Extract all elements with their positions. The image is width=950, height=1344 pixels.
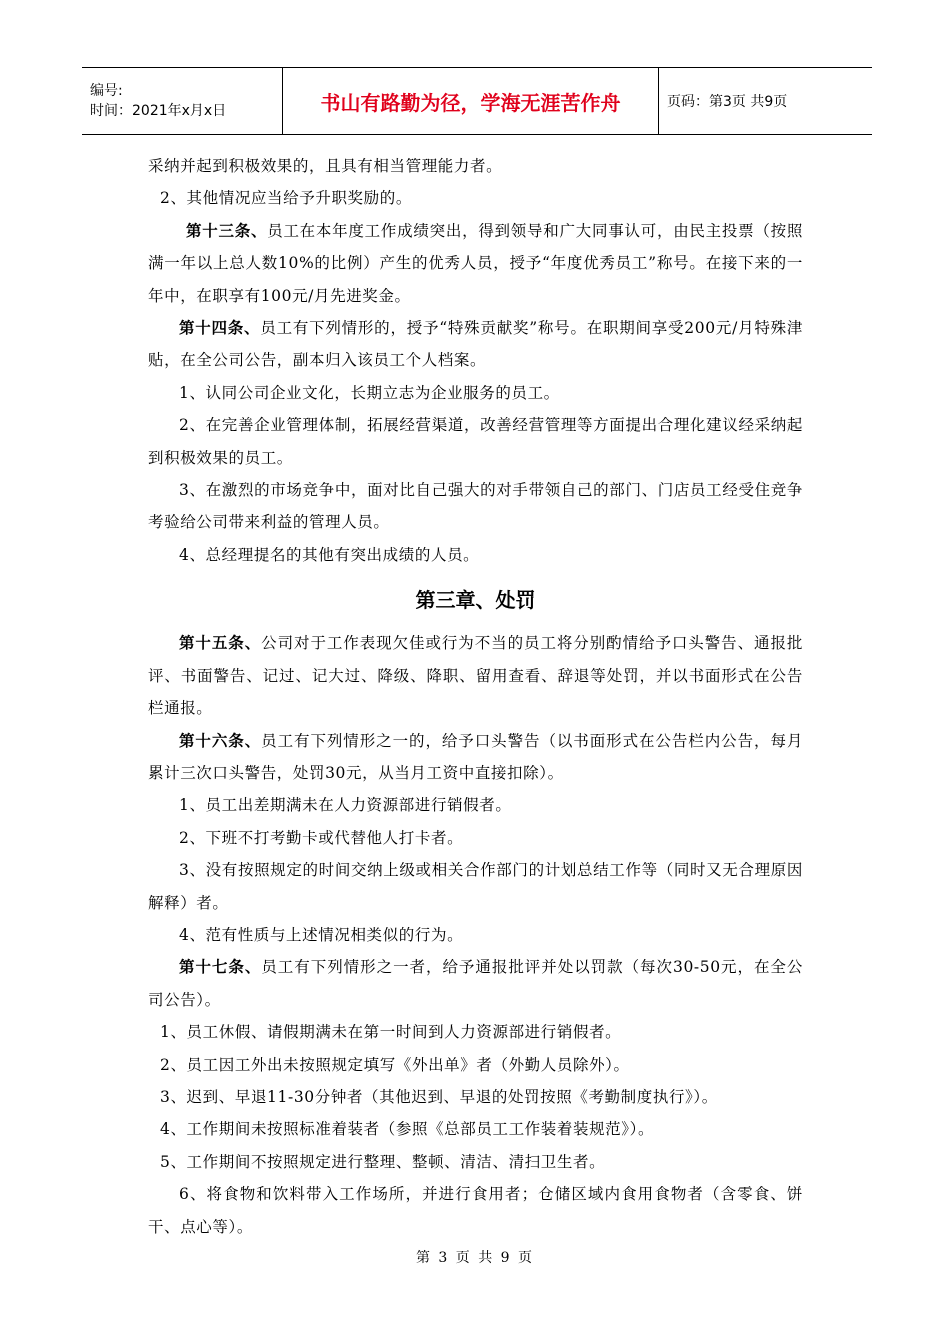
article-17-title: 第十七条、 (179, 957, 262, 977)
page-header (82, 67, 872, 135)
article-16-text: 员工有下列情形之一的，给予口头警告（以书面形式在公告栏内公告，每月累计三次口头警告，处罚30元，从当月工资中直接扣除）。 (148, 731, 803, 782)
list-item: 2、在完善企业管理体制，拓展经营渠道，改善经营管理等方面提出合理化建议经采纳起到积极效果的员工。 (148, 416, 803, 467)
article-13-title: 第十三条、 (186, 220, 268, 240)
document-time-label: 时间：2021年x月x日 (90, 103, 227, 119)
list-item: 3、没有按照规定的时间交纳上级或相关合作部门的计划总结工作等（同时又无合理原因解释）者。 (148, 861, 803, 912)
article-14-text: 员工有下列情形的，授予“特殊贡献奖”称号。在职期间享受200元/月特殊津贴，在全公司公告，副本归入该员工个人档案。 (148, 319, 803, 370)
page-footer: 第 3 页 共 9 页 (415, 1250, 535, 1266)
header-left-cell (82, 68, 282, 134)
list-item: 4、工作期间未按照标准着装者（参照《总部员工工作装着装规范》）。 (160, 1120, 655, 1139)
document-number-label: 编号: (90, 83, 123, 99)
header-motto: 书山有路勤为径，学海无涯苦作舟 (320, 90, 621, 115)
article-16-title: 第十六条、 (179, 730, 262, 750)
article-17 (148, 951, 803, 1016)
document-body (148, 150, 803, 1243)
article-16 (148, 725, 803, 790)
header-motto-cell (282, 68, 659, 134)
header-page-cell (659, 68, 872, 134)
list-item: 1、认同公司企业文化，长期立志为企业服务的员工。 (179, 383, 560, 402)
list-item: 3、迟到、早退11-30分钟者（其他迟到、早退的处罚按照《考勤制度执行》）。 (160, 1087, 718, 1106)
article-17-text: 员工有下列情形之一者，给予通报批评并处以罚款（每次30-50元，在全公司公告）。 (148, 958, 803, 1009)
list-item: 1、员工出差期满未在人力资源部进行销假者。 (179, 796, 512, 815)
header-page-info: 页码：第3页 共9页 (667, 94, 788, 110)
list-item: 3、在激烈的市场竞争中，面对比自己强大的对手带领自己的部门、门店员工经受住竞争考验给公司带来利益的管理人员。 (148, 481, 803, 532)
list-item: 4、总经理提名的其他有突出成绩的人员。 (179, 545, 480, 564)
article-13-text: 员工在本年度工作成绩突出，得到领导和广大同事认可，由民主投票（按照满一年以上总人数10%的比例）产生的优秀人员，授予“年度优秀员工”称号。在接下来的一年中，在职享有100元/月先进奖金。 (148, 221, 803, 305)
article-15 (148, 627, 803, 724)
article-15-title: 第十五条、 (179, 633, 262, 653)
paragraph-continuation: 采纳并起到积极效果的，且具有相当管理能力者。 (148, 157, 503, 175)
list-item: 4、范有性质与上述情况相类似的行为。 (179, 925, 464, 944)
list-item: 6、将食物和饮料带入工作场所，并进行食用者；仓储区域内食用食物者（含零食、饼干、点心等）。 (148, 1185, 803, 1236)
article-14-title: 第十四条、 (179, 318, 261, 338)
article-15-text: 公司对于工作表现欠佳或行为不当的员工将分别酌情给予口头警告、通报批评、书面警告、记过、记大过、降级、降职、留用查看、辞退等处罚，并以书面形式在公告栏通报。 (148, 634, 803, 718)
list-item: 2、其他情况应当给予升职奖励的。 (160, 189, 412, 208)
list-item: 1、员工休假、请假期满未在第一时间到人力资源部进行销假者。 (160, 1023, 622, 1042)
article-14 (148, 312, 803, 377)
list-item: 2、下班不打考勤卡或代替他人打卡者。 (179, 828, 464, 847)
article-13 (148, 215, 803, 312)
chapter-heading: 第三章、处罚 (415, 588, 536, 613)
list-item: 2、员工因工外出未按照规定填写《外出单》者（外勤人员除外）。 (160, 1055, 630, 1074)
list-item: 5、工作期间不按照规定进行整理、整顿、清洁、清扫卫生者。 (160, 1152, 606, 1171)
